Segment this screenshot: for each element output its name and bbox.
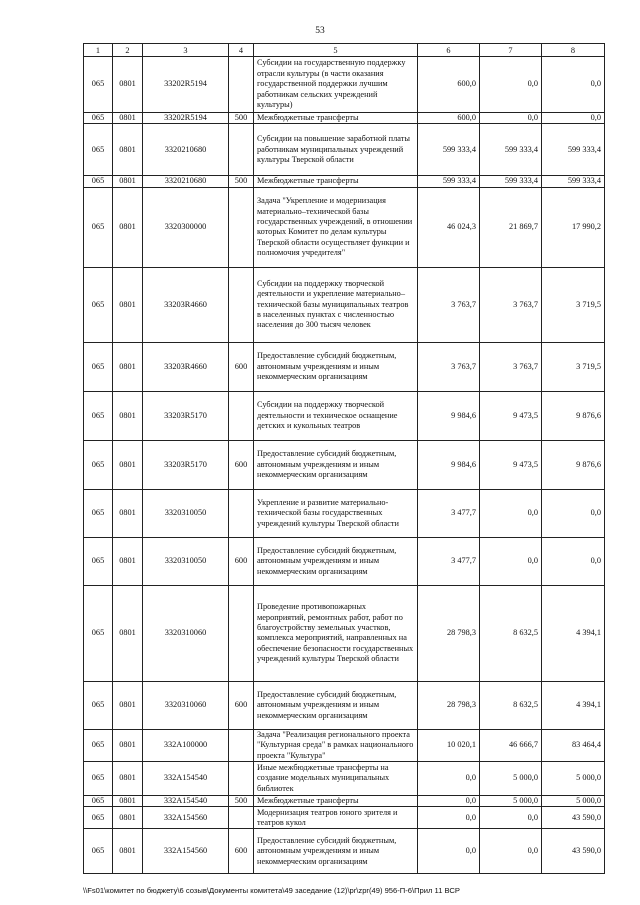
kvsr-code: 065 <box>84 440 113 489</box>
kvsr-code: 065 <box>84 537 113 585</box>
amount-col-7: 599 333,4 <box>480 176 542 187</box>
table-row <box>84 187 605 267</box>
expense-type-code: 600 <box>229 829 254 874</box>
kvsr-code: 065 <box>84 489 113 537</box>
amount-col-8: 0,0 <box>542 489 605 537</box>
amount-col-8: 0,0 <box>542 113 605 124</box>
item-name: Проведение противопожарных мероприятий, ремонтных работ, работ по благоустройству земельных участков, комплекса мероприятий, направленных на обеспечение безопасности государственных учреждений культуры Тверской области <box>254 585 418 681</box>
expense-type-code <box>229 585 254 681</box>
kvsr-code: 065 <box>84 187 113 267</box>
kvsr-code: 065 <box>84 342 113 391</box>
amount-col-6: 10 020,1 <box>418 729 480 761</box>
expense-type-code: 600 <box>229 342 254 391</box>
amount-col-8: 3 719,5 <box>542 267 605 342</box>
item-name: Субсидии на государственную поддержку отрасли культуры (в части оказания государственной поддержки лучшим работникам сельских учреждений культуры) <box>254 57 418 113</box>
kvsr-code: 065 <box>84 807 113 829</box>
amount-col-8: 5 000,0 <box>542 796 605 807</box>
amount-col-7: 0,0 <box>480 807 542 829</box>
amount-col-6: 9 984,6 <box>418 440 480 489</box>
target-item-code: 332A154560 <box>143 829 229 874</box>
amount-col-7: 0,0 <box>480 829 542 874</box>
amount-col-7: 5 000,0 <box>480 762 542 796</box>
amount-col-6: 0,0 <box>418 829 480 874</box>
section-code: 0801 <box>113 796 143 807</box>
kvsr-code: 065 <box>84 729 113 761</box>
amount-col-6: 28 798,3 <box>418 681 480 729</box>
amount-col-8: 83 464,4 <box>542 729 605 761</box>
column-header: 7 <box>480 44 542 57</box>
expense-type-code: 500 <box>229 113 254 124</box>
kvsr-code: 065 <box>84 585 113 681</box>
section-code: 0801 <box>113 57 143 113</box>
amount-col-7: 46 666,7 <box>480 729 542 761</box>
target-item-code: 3320310050 <box>143 489 229 537</box>
column-header: 1 <box>84 44 113 57</box>
section-code: 0801 <box>113 681 143 729</box>
amount-col-8: 43 590,0 <box>542 829 605 874</box>
table-row <box>84 176 605 187</box>
amount-col-7: 9 473,5 <box>480 391 542 440</box>
target-item-code: 332A154560 <box>143 807 229 829</box>
target-item-code: 3320210680 <box>143 124 229 176</box>
table-row <box>84 829 605 874</box>
kvsr-code: 065 <box>84 176 113 187</box>
expense-type-code <box>229 57 254 113</box>
expense-type-code <box>229 124 254 176</box>
table-row <box>84 342 605 391</box>
amount-col-6: 3 477,7 <box>418 537 480 585</box>
expense-type-code <box>229 187 254 267</box>
item-name: Межбюджетные трансферты <box>254 796 418 807</box>
column-header: 8 <box>542 44 605 57</box>
target-item-code: 33203R4660 <box>143 267 229 342</box>
kvsr-code: 065 <box>84 829 113 874</box>
item-name: Предоставление субсидий бюджетным, автономным учреждениям и иным некоммерческим организациям <box>254 829 418 874</box>
table-row <box>84 113 605 124</box>
amount-col-6: 0,0 <box>418 762 480 796</box>
amount-col-6: 3 763,7 <box>418 267 480 342</box>
section-code: 0801 <box>113 267 143 342</box>
item-name: Задача "Укрепление и модернизация материально–технической базы государственных учреждений, в отношении которых Комитет по делам культуры Тверской области осуществляет функции и полномочия учредителя" <box>254 187 418 267</box>
section-code: 0801 <box>113 391 143 440</box>
amount-col-7: 0,0 <box>480 57 542 113</box>
amount-col-8: 599 333,4 <box>542 176 605 187</box>
amount-col-6: 3 477,7 <box>418 489 480 537</box>
expense-type-code: 500 <box>229 796 254 807</box>
amount-col-7: 21 869,7 <box>480 187 542 267</box>
amount-col-8: 9 876,6 <box>542 440 605 489</box>
amount-col-8: 9 876,6 <box>542 391 605 440</box>
target-item-code: 3320210680 <box>143 176 229 187</box>
amount-col-6: 599 333,4 <box>418 176 480 187</box>
table-row <box>84 489 605 537</box>
item-name: Предоставление субсидий бюджетным, автономным учреждениям и иным некоммерческим организациям <box>254 681 418 729</box>
item-name: Модернизация театров юного зрителя и театров кукол <box>254 807 418 829</box>
amount-col-8: 5 000,0 <box>542 762 605 796</box>
expense-type-code: 600 <box>229 440 254 489</box>
target-item-code: 332A100000 <box>143 729 229 761</box>
section-code: 0801 <box>113 729 143 761</box>
amount-col-7: 3 763,7 <box>480 342 542 391</box>
amount-col-7: 0,0 <box>480 113 542 124</box>
amount-col-6: 599 333,4 <box>418 124 480 176</box>
section-code: 0801 <box>113 489 143 537</box>
section-code: 0801 <box>113 537 143 585</box>
amount-col-8: 4 394,1 <box>542 585 605 681</box>
item-name: Задача "Реализация регионального проекта "Культурная среда" в рамках национального проекта "Культура" <box>254 729 418 761</box>
amount-col-6: 600,0 <box>418 57 480 113</box>
target-item-code: 33203R5170 <box>143 391 229 440</box>
section-code: 0801 <box>113 187 143 267</box>
section-code: 0801 <box>113 440 143 489</box>
item-name: Укрепление и развитие материально-технической базы государственных учреждений культуры Тверской области <box>254 489 418 537</box>
target-item-code: 33203R5170 <box>143 440 229 489</box>
table-row <box>84 440 605 489</box>
amount-col-6: 28 798,3 <box>418 585 480 681</box>
kvsr-code: 065 <box>84 796 113 807</box>
amount-col-7: 599 333,4 <box>480 124 542 176</box>
target-item-code: 33202R5194 <box>143 113 229 124</box>
table-row <box>84 796 605 807</box>
amount-col-6: 0,0 <box>418 796 480 807</box>
item-name: Иные межбюджетные трансферты на создание модельных муниципальных библиотек <box>254 762 418 796</box>
expense-type-code <box>229 729 254 761</box>
amount-col-8: 4 394,1 <box>542 681 605 729</box>
target-item-code: 33202R5194 <box>143 57 229 113</box>
amount-col-8: 0,0 <box>542 57 605 113</box>
table-row <box>84 124 605 176</box>
amount-col-8: 3 719,5 <box>542 342 605 391</box>
column-header: 6 <box>418 44 480 57</box>
target-item-code: 3320310060 <box>143 681 229 729</box>
table-header-row <box>84 44 605 57</box>
expense-type-code <box>229 391 254 440</box>
column-header: 4 <box>229 44 254 57</box>
table-row <box>84 585 605 681</box>
kvsr-code: 065 <box>84 762 113 796</box>
target-item-code: 332A154540 <box>143 762 229 796</box>
expense-type-code <box>229 807 254 829</box>
target-item-code: 3320300000 <box>143 187 229 267</box>
table-row <box>84 807 605 829</box>
section-code: 0801 <box>113 829 143 874</box>
amount-col-7: 0,0 <box>480 537 542 585</box>
amount-col-8: 17 990,2 <box>542 187 605 267</box>
expense-type-code <box>229 489 254 537</box>
target-item-code: 33203R4660 <box>143 342 229 391</box>
table-row <box>84 391 605 440</box>
amount-col-6: 46 024,3 <box>418 187 480 267</box>
kvsr-code: 065 <box>84 57 113 113</box>
kvsr-code: 065 <box>84 267 113 342</box>
section-code: 0801 <box>113 807 143 829</box>
amount-col-7: 3 763,7 <box>480 267 542 342</box>
table-row <box>84 57 605 113</box>
expense-type-code: 600 <box>229 681 254 729</box>
kvsr-code: 065 <box>84 124 113 176</box>
expense-type-code: 500 <box>229 176 254 187</box>
section-code: 0801 <box>113 585 143 681</box>
expense-type-code: 600 <box>229 537 254 585</box>
target-item-code: 3320310050 <box>143 537 229 585</box>
item-name: Субсидии на поддержку творческой деятельности и техническое оснащение детских и кукольных театров <box>254 391 418 440</box>
target-item-code: 3320310060 <box>143 585 229 681</box>
item-name: Субсидии на повышение заработной платы работникам муниципальных учреждений культуры Тверской области <box>254 124 418 176</box>
item-name: Межбюджетные трансферты <box>254 113 418 124</box>
kvsr-code: 065 <box>84 681 113 729</box>
amount-col-6: 600,0 <box>418 113 480 124</box>
amount-col-8: 599 333,4 <box>542 124 605 176</box>
item-name: Субсидии на поддержку творческой деятельности и укрепление материально–технической базы муниципальных театров в населенных пунктах с численностью населения до 300 тысяч человек <box>254 267 418 342</box>
section-code: 0801 <box>113 113 143 124</box>
column-header: 2 <box>113 44 143 57</box>
kvsr-code: 065 <box>84 113 113 124</box>
budget-table <box>83 43 605 874</box>
amount-col-7: 0,0 <box>480 489 542 537</box>
amount-col-8: 0,0 <box>542 537 605 585</box>
amount-col-6: 3 763,7 <box>418 342 480 391</box>
item-name: Предоставление субсидий бюджетным, автономным учреждениям и иным некоммерческим организациям <box>254 537 418 585</box>
section-code: 0801 <box>113 176 143 187</box>
table-row <box>84 267 605 342</box>
amount-col-6: 0,0 <box>418 807 480 829</box>
amount-col-7: 8 632,5 <box>480 681 542 729</box>
amount-col-6: 9 984,6 <box>418 391 480 440</box>
section-code: 0801 <box>113 762 143 796</box>
column-header: 3 <box>143 44 229 57</box>
section-code: 0801 <box>113 342 143 391</box>
amount-col-7: 8 632,5 <box>480 585 542 681</box>
amount-col-8: 43 590,0 <box>542 807 605 829</box>
table-row <box>84 681 605 729</box>
item-name: Предоставление субсидий бюджетным, автономным учреждениям и иным некоммерческим организациям <box>254 342 418 391</box>
table-row <box>84 537 605 585</box>
item-name: Межбюджетные трансферты <box>254 176 418 187</box>
table-row <box>84 729 605 761</box>
table-row <box>84 762 605 796</box>
file-path-footer: \\Fs01\комитет по бюджету\6 созыв\Документы комитета\49 заседание (12)\pr\zpr(49) 956-П-6\Прил 11 ВСР <box>83 886 460 895</box>
page-number: 53 <box>315 26 325 36</box>
item-name: Предоставление субсидий бюджетным, автономным учреждениям и иным некоммерческим организациям <box>254 440 418 489</box>
expense-type-code <box>229 267 254 342</box>
section-code: 0801 <box>113 124 143 176</box>
column-header: 5 <box>254 44 418 57</box>
amount-col-7: 5 000,0 <box>480 796 542 807</box>
expense-type-code <box>229 762 254 796</box>
amount-col-7: 9 473,5 <box>480 440 542 489</box>
kvsr-code: 065 <box>84 391 113 440</box>
target-item-code: 332A154540 <box>143 796 229 807</box>
